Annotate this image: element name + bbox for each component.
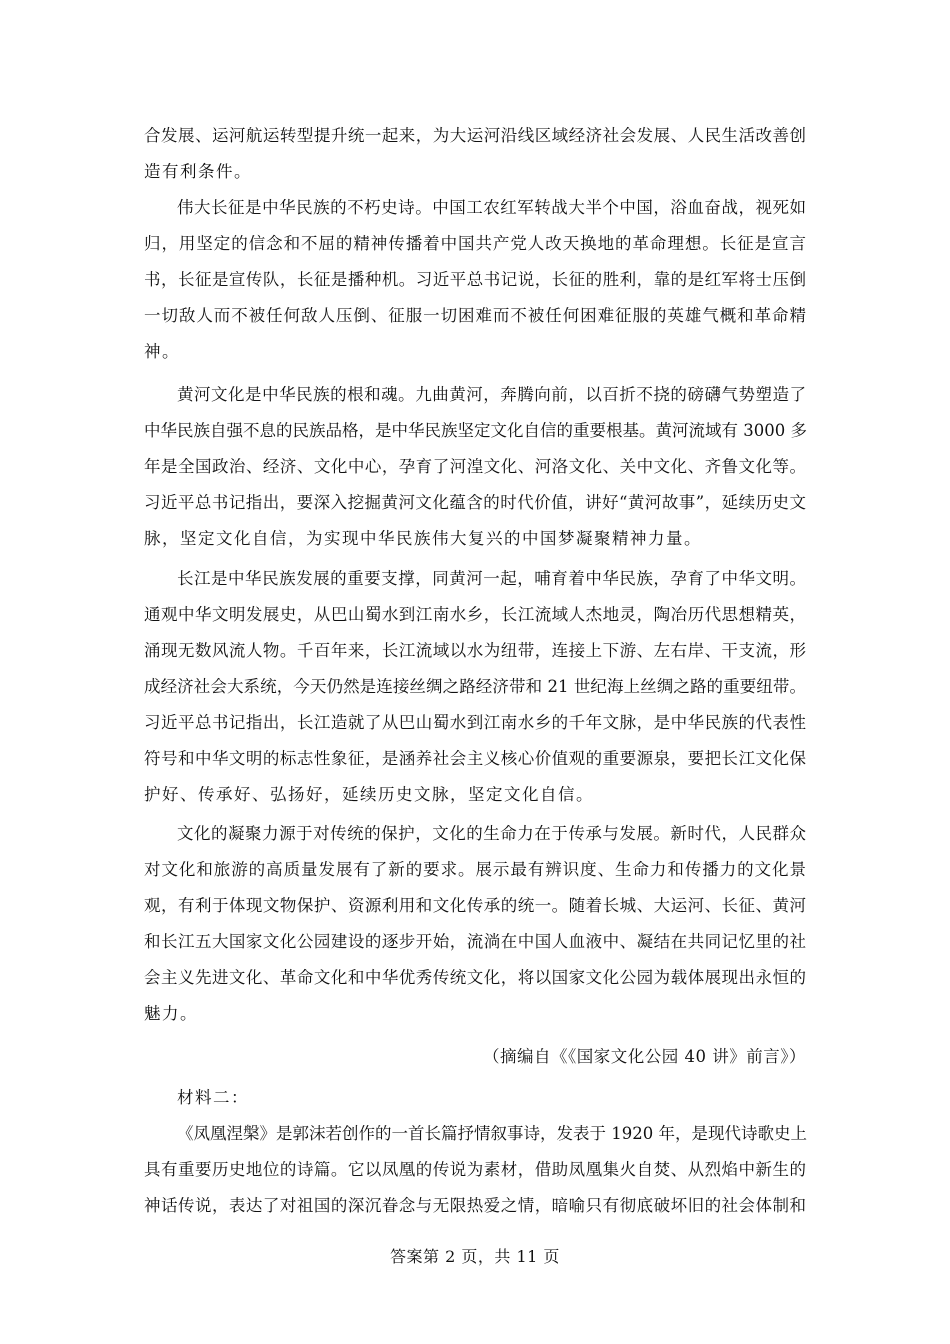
text-line: 伟大长征是中华民族的不朽史诗。中国工农红军转战大半个中国，浴血奋战，视死如 (177, 198, 806, 217)
text-line: 归，用坚定的信念和不屈的精神传播着中国共产党人改天换地的革命理想。长征是宣言 (144, 234, 806, 253)
text-line: 对文化和旅游的高质量发展有了新的要求。展示最有辨识度、生命力和传播力的文化景 (144, 860, 806, 879)
text-line: 神话传说，表达了对祖国的深沉眷念与无限热爱之情，暗喻只有彻底破坏旧的社会体制和 (144, 1196, 806, 1215)
text-line: 涌现无数风流人物。千百年来，长江流域以水为纽带，连接上下游、左右岸、干支流，形 (144, 641, 806, 660)
text-line: 魅力。 (144, 1004, 198, 1023)
text-line: 文化的凝聚力源于对传统的保护，文化的生命力在于传承与发展。新时代，人民群众 (177, 824, 806, 843)
text-line: 造有利条件。 (144, 162, 252, 181)
page-footer: 答案第 2 页，共 11 页 (390, 1247, 560, 1266)
text-line: 脉，坚定文化自信，为实现中华民族伟大复兴的中国梦凝聚精神力量。 (144, 529, 702, 548)
text-line: 习近平总书记指出，要深入挖掘黄河文化蕴含的时代价值，讲好“黄河故事”，延续历史文 (144, 493, 806, 512)
section-heading: 材料二： (177, 1088, 249, 1107)
text-line: 符号和中华文明的标志性象征，是涵养社会主义核心价值观的重要源泉，要把长江文化保 (144, 749, 806, 768)
text-line: 观，有利于体现文物保护、资源利用和文化传承的统一。随着长城、大运河、长征、黄河 (144, 896, 806, 915)
text-line: 具有重要历史地位的诗篇。它以凤凰的传说为素材，借助凤凰集火自焚、从烈焰中新生的 (144, 1160, 806, 1179)
text-line: 黄河文化是中华民族的根和魂。九曲黄河，奔腾向前，以百折不挠的磅礴气势塑造了 (177, 385, 806, 404)
text-line: 《凤凰涅槃》是郭沫若创作的一首长篇抒情叙事诗，发表于 1920 年，是现代诗歌史上 (177, 1124, 807, 1143)
source-citation: （摘编自《《国家文化公园 40 讲》前言》） (483, 1047, 806, 1066)
text-line: 书，长征是宣传队，长征是播种机。习近平总书记说，长征的胜利，靠的是红军将士压倒 (144, 270, 806, 289)
text-line: 中华民族自强不息的民族品格，是中华民族坚定文化自信的重要根基。黄河流域有 3000 多 (144, 421, 807, 440)
text-line: 和长江五大国家文化公园建设的逐步开始，流淌在中国人血液中、凝结在共同记忆里的社 (144, 932, 806, 951)
text-line: 神。 (144, 342, 180, 361)
text-line: 年是全国政治、经济、文化中心，孕育了河湟文化、河洛文化、关中文化、齐鲁文化等。 (144, 457, 806, 476)
text-line: 一切敌人而不被任何敌人压倒、征服一切困难而不被任何困难征服的英雄气概和革命精 (144, 306, 806, 325)
text-line: 合发展、运河航运转型提升统一起来，为大运河沿线区域经济社会发展、人民生活改善创 (144, 126, 806, 145)
text-line: 成经济社会大系统，今天仍然是连接丝绸之路经济带和 21 世纪海上丝绸之路的重要纽带。 (144, 677, 806, 696)
text-line: 长江是中华民族发展的重要支撑，同黄河一起，哺育着中华民族，孕育了中华文明。 (177, 569, 806, 588)
text-line: 护好、传承好、弘扬好，延续历史文脉，坚定文化自信。 (144, 785, 594, 804)
text-line: 通观中华文明发展史，从巴山蜀水到江南水乡，长江流域人杰地灵，陶冶历代思想精英， (144, 605, 806, 624)
text-line: 会主义先进文化、革命文化和中华优秀传统文化，将以国家文化公园为载体展现出永恒的 (144, 968, 806, 987)
text-line: 习近平总书记指出，长江造就了从巴山蜀水到江南水乡的千年文脉，是中华民族的代表性 (144, 713, 806, 732)
